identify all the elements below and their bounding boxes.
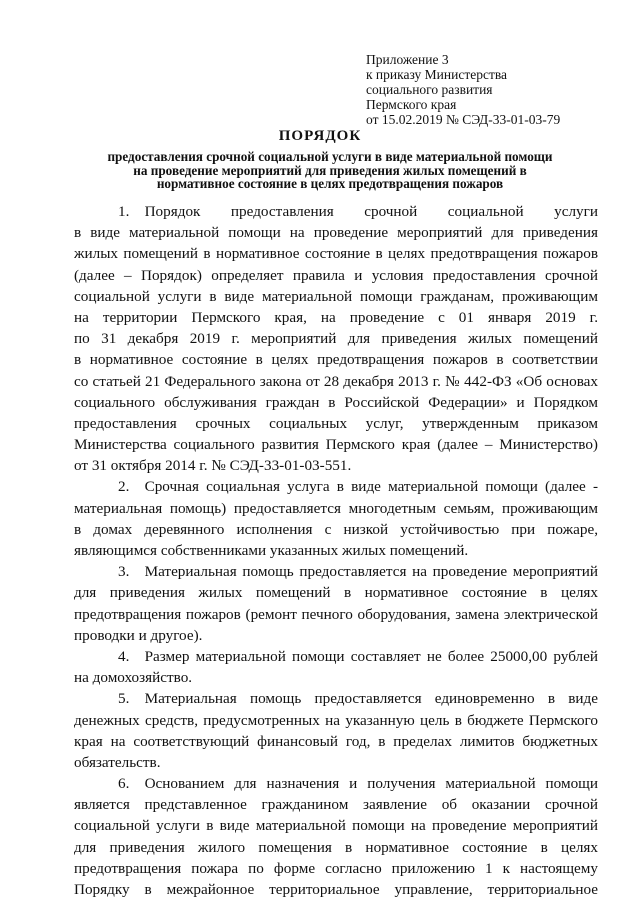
- document-subtitle: [60, 150, 600, 191]
- text-line: по 31 декабря 2019 г. мероприятий для приведения жилых помещений: [74, 330, 598, 348]
- appendix-line: социального развития: [366, 82, 493, 97]
- text-line: 6. Основанием для назначения и получения материальной помощи: [118, 775, 598, 793]
- text-line: (далее – Порядок) определяет правила и условия предоставления срочной: [74, 266, 598, 284]
- appendix-line: от 15.02.2019 № СЭД-33-01-03-79: [366, 112, 561, 127]
- text-line: на домохозяйство.: [74, 669, 193, 687]
- appendix-line: Пермского края: [366, 97, 457, 112]
- text-line: 1. Порядок предоставления срочной социальной услуги: [118, 203, 598, 220]
- text-line: Порядку в межрайонное территориальное управление, территориальное: [74, 881, 598, 898]
- text-line: 4. Размер материальной помощи составляет не более 25000,00 рублей: [118, 647, 598, 665]
- appendix-line: Приложение 3: [366, 52, 449, 67]
- subtitle-line: предоставления срочной социальной услуги в виде материальной помощи: [107, 149, 553, 164]
- text-line: предотвращения пожара по форме согласно приложению 1 к настоящему: [74, 859, 598, 877]
- text-line: 3. Материальная помощь предоставляется на проведение мероприятий: [118, 563, 598, 581]
- text-line: социальной услуги в виде материальной помощи гражданам, проживающим: [74, 287, 598, 305]
- text-line: в виде материальной помощи на проведение мероприятий для приведения: [74, 224, 598, 242]
- text-line: от 31 октября 2014 г. № СЭД-33-01-03-551.: [74, 457, 352, 475]
- text-line: являющимся собственниками указанных жилых помещений.: [74, 542, 469, 559]
- appendix-header: [366, 52, 626, 127]
- document-body: [74, 201, 598, 900]
- text-line: социального обслуживания граждан в Российской Федерации» и Порядком: [74, 393, 598, 411]
- subtitle-line: нормативное состояние в целях предотвращения пожаров: [156, 176, 504, 191]
- text-line: Министерства социального развития Пермского края (далее – Министерство): [74, 436, 598, 454]
- text-line: обязательств.: [74, 753, 161, 771]
- text-line: со статьей 21 Федерального закона от 28 декабря 2013 г. № 442-ФЗ «Об основах: [74, 372, 598, 390]
- text-line: материальная помощь) предоставляется многодетным семьям, проживающим: [74, 499, 598, 517]
- paragraph-2: [74, 476, 598, 561]
- text-line: предоставления срочных социальных услуг, утвержденным приказом: [74, 414, 598, 432]
- paragraph-3: [74, 561, 598, 646]
- text-line: в нормативное состояние в целях предотвращения пожаров в соответствии: [74, 351, 598, 369]
- document-title: ПОРЯДОК: [278, 128, 362, 144]
- appendix-line: к приказу Министерства: [366, 67, 508, 82]
- paragraph-4: [74, 646, 598, 688]
- text-line: края на соответствующий финансовый год, в пределах лимитов бюджетных: [74, 732, 598, 750]
- text-line: социальной услуги в виде материальной помощи на проведение мероприятий: [74, 817, 598, 835]
- paragraph-6: [74, 773, 598, 900]
- text-line: на территории Пермского края, на проведение с 01 января 2019 г.: [74, 308, 598, 326]
- paragraph-1: [74, 201, 598, 476]
- text-line: жилых помещений в нормативное состояние в целях предотвращения пожаров: [74, 245, 598, 263]
- paragraph-5: [74, 688, 598, 773]
- text-line: 2. Срочная социальная услуга в виде материальной помощи (далее -: [118, 478, 598, 496]
- text-line: предотвращения пожаров (ремонт печного оборудования, замена электрической: [74, 605, 598, 623]
- text-line: 5. Материальная помощь предоставляется единовременно в виде: [118, 690, 598, 708]
- text-line: для приведения жилого помещения в нормативное состояние в целях: [74, 838, 598, 856]
- text-line: денежных средств, предусмотренных на указанную цель в бюджете Пермского: [74, 711, 598, 729]
- subtitle-line: на проведение мероприятий для приведения жилых помещений в: [133, 162, 527, 178]
- text-line: для приведения жилых помещений в нормативное состояние в целях: [74, 584, 598, 602]
- text-line: проводки и другое).: [74, 626, 203, 644]
- text-line: в домах деревянного исполнения с низкой устойчивостью при пожаре,: [74, 520, 598, 538]
- text-line: является представленное гражданином заявление об оказании срочной: [74, 796, 598, 814]
